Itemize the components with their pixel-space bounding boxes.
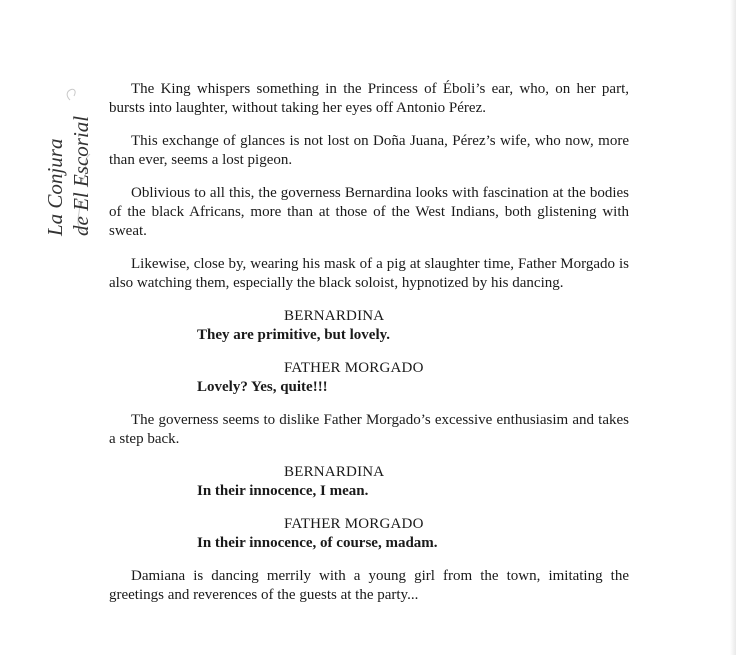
dialogue-block [109, 307, 629, 345]
dialogue-line: In their innocence, I mean. [197, 483, 369, 499]
paragraph: Oblivious to all this, the governess Bernardina looks with fascination at the bodies of the black Africans, more than at those of the West Indians, both glistening with sweat. [109, 185, 629, 239]
dialogue-block [109, 463, 629, 501]
dialogue-line: They are primitive, but lovely. [197, 327, 391, 343]
dialogue-line: Lovely? Yes, quite!!! [197, 379, 328, 395]
paragraph: The King whispers something in the Princess of Éboli’s ear, who, on her part, bursts into laughter, without taking her eyes off Antonio Pérez. [109, 81, 629, 116]
running-title-graphic [40, 82, 100, 242]
speaker-name: FATHER MORGADO [284, 516, 424, 532]
paragraph: This exchange of glances is not lost on Doña Juana, Pérez’s wife, who now, more than ever, seems a lost pigeon. [109, 133, 629, 168]
running-title [40, 82, 100, 242]
page-edge-shadow [730, 0, 736, 655]
dialogue-line: In their innocence, of course, madam. [197, 535, 438, 551]
paragraph: Likewise, close by, wearing his mask of a pig at slaughter time, Father Morgado is also watching them, especially the black soloist, hypnotized by his dancing. [109, 256, 629, 291]
paragraph: The governess seems to dislike Father Morgado’s excessive enthusiasim and takes a step back. [109, 412, 629, 447]
running-title-line-1: La Conjura [43, 138, 67, 236]
dialogue-block [109, 359, 629, 397]
speaker-name: FATHER MORGADO [284, 360, 424, 376]
speaker-name: BERNARDINA [284, 308, 385, 324]
speaker-name: BERNARDINA [284, 464, 385, 480]
dialogue-block [109, 515, 629, 553]
page-body [109, 80, 629, 619]
paragraph: Damiana is dancing merrily with a young girl from the town, imitating the greetings and reverences of the guests at the party... [109, 568, 629, 603]
running-title-line-2: de El Escorial [69, 115, 93, 236]
